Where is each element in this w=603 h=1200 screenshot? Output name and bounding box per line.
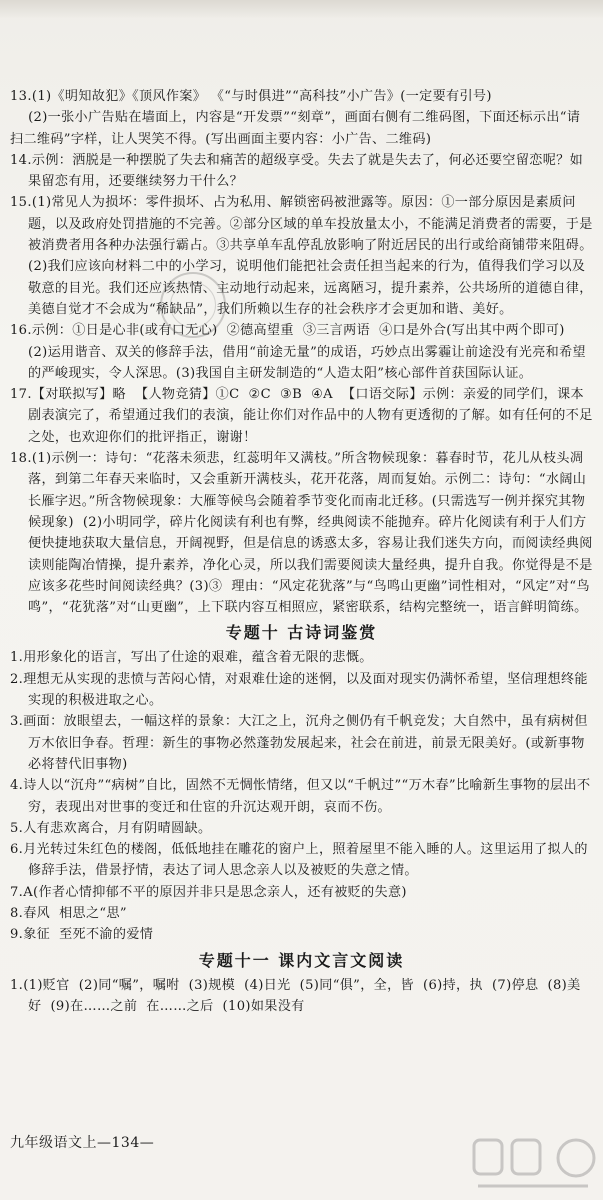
answer-group-c <box>10 975 593 1018</box>
watermark-logo-icon <box>468 1130 598 1196</box>
seal-stamp <box>160 272 226 338</box>
answer-item: 4.诗人以“沉舟”“病树”自比，固然不无惆怅情绪，但又以“千帆过”“万木春”比喻新生事物的层出不穷，表现出对世事的变迁和仕宦的升沉达观开朗，哀而不伤。 <box>10 778 591 815</box>
section-title-10: 专题十 古诗词鉴赏 <box>225 623 378 643</box>
answer-item: 8.春风 相思之“思” <box>10 905 127 921</box>
answer-item: 2.理想无从实现的悲愤与苦闷心情，对艰难仕途的迷惘，以及面对现实仍满怀希望，坚信理想终能实现的积极进取之心。 <box>10 671 588 709</box>
answer-item: 18.(1)示例一：诗句：“花落未须悲，红蕊明年又满枝。”所含物候现象：暮春时节，花儿从枝头凋落，到第二年春天来临时，又会重新开满枝头，花开花落，周而复始。示例二：诗句：“水阔山长雁字迟。”所含物候现象：大雁等候鸟会随着季节变化而南北迁移。(只需选写一例并探究其物候现象) (2)小明同学，碎片化阅读有利也有弊，经典阅读不能抛弃。碎片化阅读有利于人们方便快捷地获取大量信息，开阔视野，但是信息的诱惑太多，容易让我们迷失方向，而阅读经典阅读则能陶冶情操，提升素养，净化心灵，所以我们需要阅读大量经典，提升自我。你觉得是不是应该多花些时间阅读经典？(3)③ 理由：“风定花犹落”与“鸟鸣山更幽”词性相对，“风定”对“鸟鸣”，“花犹落”对“山更幽”，上下联内容互相照应，紧密联系，结构完整统一，语言鲜明简练。 <box>10 451 593 616</box>
answer-item: 6.月光转过朱红色的楼阁，低低地挂在雕花的窗户上，照着屋里不能入睡的人。这里运用了拟人的修辞手法，借景抒情，表达了词人思念亲人以及被贬的失意之情。 <box>10 842 588 879</box>
answer-content <box>10 86 593 1017</box>
answer-item: 9.象征 至死不渝的爱情 <box>10 927 154 943</box>
section-title-11: 专题十一 课内文言文阅读 <box>198 950 405 970</box>
answer-item: 15.(1)常见人为损坏：零件损坏、占为私用、解锁密码被泄露等。原因：①一部分原因是素质问题，以及政府处罚措施的不完善。②部分区域的单车投放量太小，不能满足消费者的需要，于是被消费者用各种办法强行霸占。③共享单车乱停乱放影响了附近居民的出行或给商铺带来阻碍。(2)我们应该向材料二中的小学习，说明他们能把社会责任担当起来的行为，值得我们学习以及敬意的目光。我们还应该热情、主动地行动起来，远离陋习，提升素养，公共场所的道德自律，美德自觉才不会成为“稀缺品”，我们所赖以生存的社会秩序才会更加和谐、美好。 <box>10 195 593 317</box>
answer-group-b <box>10 647 593 945</box>
answer-group-a <box>10 86 593 618</box>
answer-item: 5.人有悲欢离合，月有阴晴圆缺。 <box>10 820 212 836</box>
answer-item: 17.【对联拟写】略 【人物竞猜】①C ②C ③B ④A 【口语交际】示例：亲爱的同学们，课本剧表演完了，希望通过我们的表演，能让你们对作品中的人物有更透彻的了解。如有任何的不足之处，也欢迎你们的批评指正，谢谢！ <box>10 387 593 445</box>
answer-item: 1.(1)贬官 (2)同“嘱”，嘱咐 (3)规模 (4)日光 (5)同“俱”，全，皆 (6)持，执 (7)停息 (8)美好 (9)在……之前 在……之后 (10)如果没有 <box>10 977 581 1014</box>
answer-item: 7.A(作者心情抑郁不平的原因并非只是思念亲人，还有被贬的失意) <box>10 884 407 900</box>
answer-item: 14.示例：洒脱是一种摆脱了失去和痛苦的超级享受。失去了就是失去了，何必还要空留恋呢？如果留恋有用，还要继续努力干什么？ <box>10 152 584 190</box>
scan-top-edge <box>0 0 603 18</box>
page-footer: 九年级语文上—134— <box>10 1135 155 1151</box>
answer-item: 16.示例：①日是心非(或有口无心) ②德高望重 ③三言两语 ④口是外合(写出其中两个即可) (2)运用谐音、双关的修辞手法，借用“前途无量”的成语，巧妙点出雾霾让前途没有光亮和希望的严峻现实，令人深思。(3)我国自主研发制造的“人造太阳”核心部件首获国际认证。 <box>10 323 586 381</box>
answer-item: (2)一张小广告贴在墙面上，内容是“开发票”“刻章”，画面右侧有二维码图，下面还标示出“请扫二维码”字样，让人哭笑不得。(写出画面主要内容：小广告、二维码) <box>10 110 581 147</box>
answer-item: 1.用形象化的语言，写出了仕途的艰难，蕴含着无限的悲慨。 <box>10 650 373 666</box>
answer-item: 13.(1)《明知故犯》《顶风作案》 《“与时俱进”“高科技”小广告》(一定要有引号) <box>10 89 492 104</box>
answer-item: 3.画面：放眼望去，一幅这样的景象：大江之上，沉舟之侧仍有千帆竞发；大自然中，虽有病树但万木依旧争春。哲理：新生的事物必然蓬勃发展起来，社会在前进，前景无限美好。(或新事物必将替代旧事物) <box>10 714 588 772</box>
